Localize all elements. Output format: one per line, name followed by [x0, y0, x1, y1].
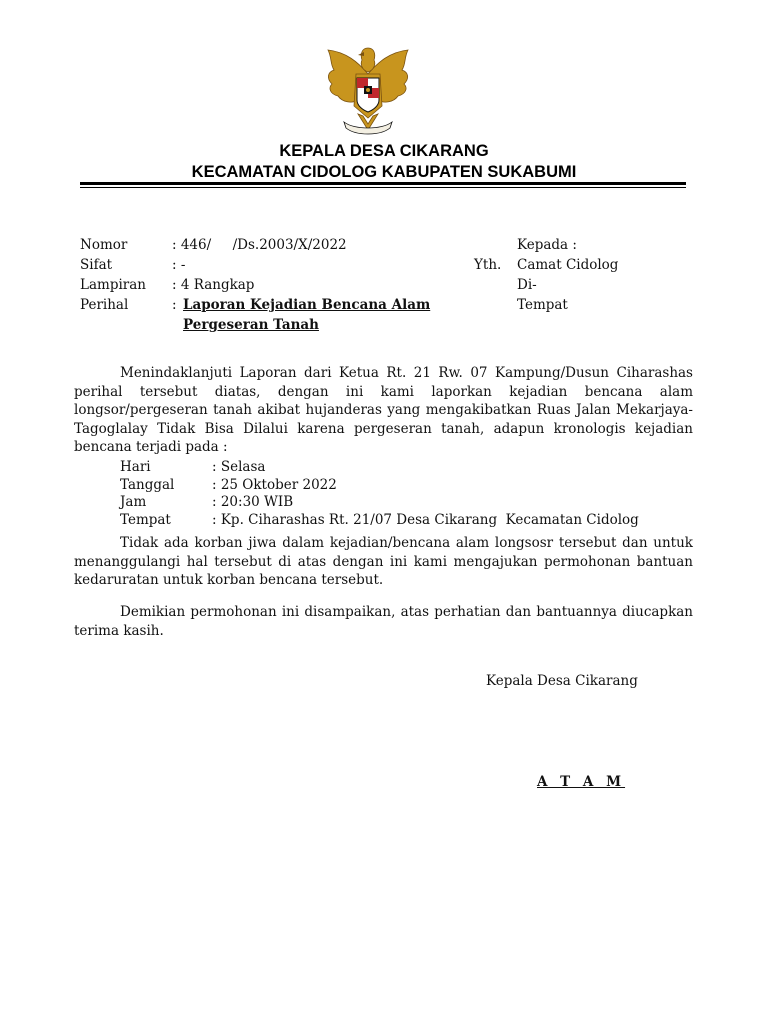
recipient-di: Di-	[517, 277, 537, 293]
perihal-line-1: Laporan Kejadian Bencana Alam	[183, 297, 431, 313]
sifat-label: Sifat	[80, 257, 113, 273]
tempat-value: : Kp. Ciharashas Rt. 21/07 Desa Cikarang Kecamatan Cidolog	[212, 512, 639, 528]
perihal-label: Perihal	[80, 297, 129, 313]
hari-value: : Selasa	[212, 459, 266, 475]
letterhead-rule-thin	[80, 187, 686, 188]
recipient-name: Camat Cidolog	[517, 257, 619, 273]
hari-label: Hari	[120, 459, 151, 475]
body-paragraph-1-text: Menindaklanjuti Laporan dari Ketua Rt. 21 Rw. 07 Kampung/Dusun Ciharashas perihal tersebut diatas, dengan ini kami laporkan kejadian bencana alam longsor/pergeseran tanah akibat hujanderas yang mengakibatkan Ruas Jalan Mekarjaya-Tagoglalay Tidak Bisa Dilalui karena pergeseran tanah, adapun kronologis kejadian bencana terjadi pada :	[74, 365, 693, 455]
sifat-value: : -	[172, 257, 186, 273]
kepada-label: Kepada :	[517, 237, 577, 253]
letterhead-rule-thick	[80, 182, 686, 185]
tempat-label: Tempat	[120, 512, 171, 528]
body-paragraph-2-text: Tidak ada korban jiwa dalam kejadian/bencana alam longsosr tersebut dan untuk menanggulangi hal tersebut di atas dengan ini kami mengajukan permohonan bantuan kedaruratan untuk korban bencana tersebut.	[74, 535, 693, 588]
body-paragraph-3	[74, 603, 693, 640]
signature-title: Kepala Desa Cikarang	[486, 673, 638, 689]
recipient-tempat: Tempat	[517, 297, 568, 313]
signature-name: A T A M	[537, 774, 626, 790]
body-paragraph-1	[74, 364, 693, 457]
body-paragraph-2	[74, 534, 693, 590]
nomor-label: Nomor	[80, 237, 128, 253]
yth-label: Yth.	[474, 257, 502, 273]
nomor-value: : 446/ /Ds.2003/X/2022	[172, 237, 347, 253]
tanggal-label: Tanggal	[120, 477, 175, 493]
letterhead-subtitle: KECAMATAN CIDOLOG KABUPATEN SUKABUMI	[191, 163, 577, 181]
perihal-colon: :	[172, 297, 177, 313]
perihal-line-2: Pergeseran Tanah	[183, 317, 319, 333]
body-paragraph-3-text: Demikian permohonan ini disampaikan, atas perhatian dan bantuannya diucapkan terima kasih.	[74, 604, 693, 639]
jam-label: Jam	[120, 494, 147, 510]
lampiran-label: Lampiran	[80, 277, 146, 293]
jam-value: : 20:30 WIB	[212, 494, 294, 510]
tanggal-value: : 25 Oktober 2022	[212, 477, 337, 493]
garuda-emblem-icon	[318, 44, 418, 140]
letterhead-title: KEPALA DESA CIKARANG	[279, 142, 489, 160]
lampiran-value: : 4 Rangkap	[172, 277, 255, 293]
